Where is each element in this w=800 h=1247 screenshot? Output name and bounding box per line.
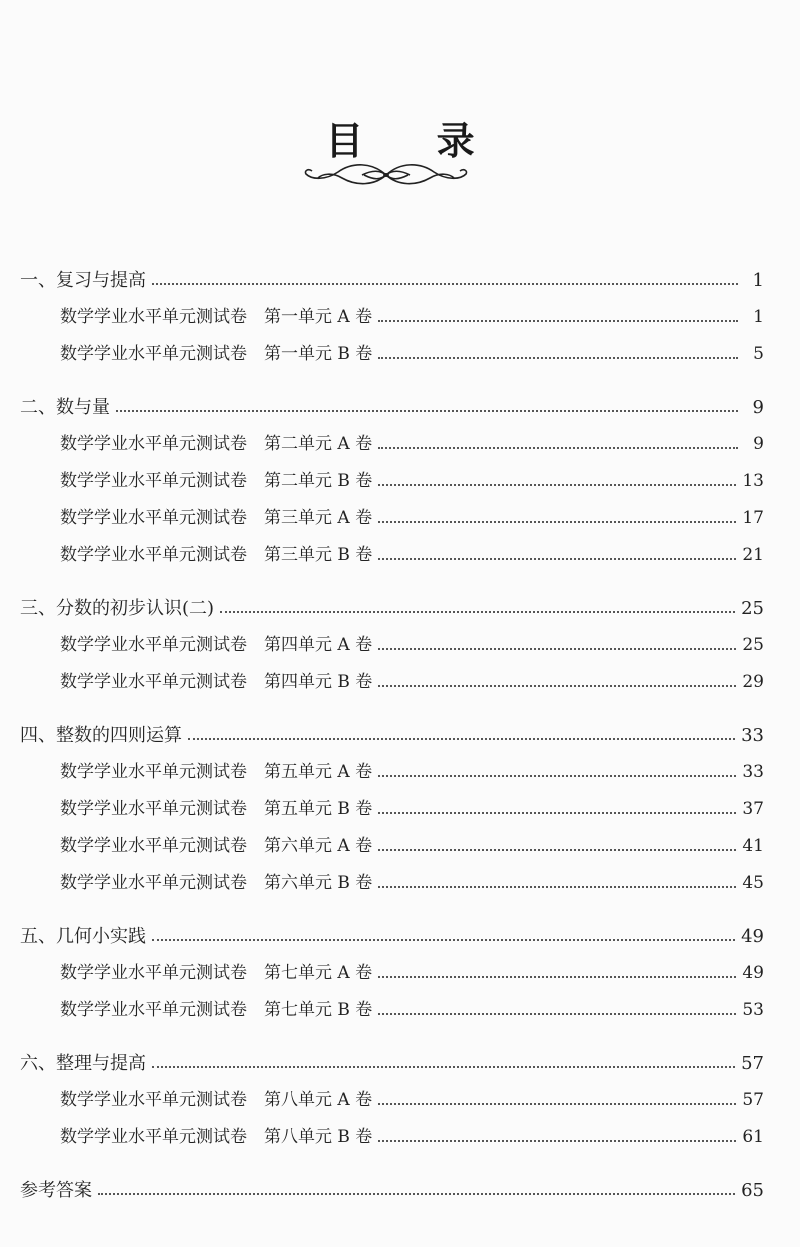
- page-number: 53: [742, 1000, 764, 1020]
- dot-leader: [378, 357, 738, 359]
- toc-chapter-entry[interactable]: [0, 717, 800, 754]
- toc-section: [0, 389, 800, 574]
- page-number: 33: [741, 725, 764, 746]
- toc-chapter-entry[interactable]: [0, 262, 800, 299]
- toc-test-entry[interactable]: [0, 1119, 800, 1156]
- toc-test-entry[interactable]: [0, 627, 800, 664]
- dot-leader: [116, 410, 738, 412]
- entry-title: 数学学业水平单元测试卷 第七单元 B 卷: [60, 1000, 373, 1020]
- toc-section: [0, 590, 800, 701]
- dot-leader: [378, 648, 736, 650]
- entry-title: 数学学业水平单元测试卷 第五单元 B 卷: [60, 799, 373, 819]
- toc-section: [0, 1172, 800, 1209]
- dot-leader: [378, 886, 736, 888]
- toc-chapter-entry[interactable]: [0, 389, 800, 426]
- entry-title: 六、整理与提高: [20, 1053, 146, 1074]
- dot-leader: [378, 976, 736, 978]
- entry-title: 三、分数的初步认识(二): [20, 598, 215, 619]
- toc-test-entry[interactable]: [0, 955, 800, 992]
- dot-leader: [378, 558, 736, 560]
- page-number: 57: [741, 1053, 764, 1074]
- entry-title: 数学学业水平单元测试卷 第二单元 A 卷: [60, 434, 373, 454]
- toc-test-entry[interactable]: [0, 828, 800, 865]
- toc-test-entry[interactable]: [0, 500, 800, 537]
- entry-title: 数学学业水平单元测试卷 第一单元 A 卷: [60, 307, 373, 327]
- toc-chapter-entry[interactable]: [0, 590, 800, 627]
- entry-title: 数学学业水平单元测试卷 第八单元 B 卷: [60, 1127, 373, 1147]
- dot-leader: [152, 283, 738, 285]
- toc-test-entry[interactable]: [0, 865, 800, 902]
- dot-leader: [378, 521, 736, 523]
- dot-leader: [220, 611, 735, 613]
- entry-title: 五、几何小实践: [20, 926, 146, 947]
- entry-title: 四、整数的四则运算: [20, 725, 182, 746]
- toc-chapter-entry[interactable]: [0, 1045, 800, 1082]
- entry-title: 数学学业水平单元测试卷 第二单元 B 卷: [60, 471, 373, 491]
- page-number: 21: [742, 545, 764, 565]
- dot-leader: [378, 812, 736, 814]
- entry-title: 二、数与量: [20, 397, 110, 418]
- toc-test-entry[interactable]: [0, 992, 800, 1029]
- entry-title: 数学学业水平单元测试卷 第七单元 A 卷: [60, 963, 373, 983]
- page-number: 37: [742, 799, 764, 819]
- dot-leader: [378, 1103, 736, 1105]
- dot-leader: [378, 1013, 736, 1015]
- dot-leader: [378, 1140, 736, 1142]
- dot-leader: [378, 320, 738, 322]
- page-number: 25: [742, 635, 764, 655]
- page-number: 1: [753, 307, 764, 327]
- dot-leader: [378, 447, 738, 449]
- entry-title: 数学学业水平单元测试卷 第五单元 A 卷: [60, 762, 373, 782]
- toc-section: [0, 717, 800, 902]
- entry-title: 数学学业水平单元测试卷 第三单元 B 卷: [60, 545, 373, 565]
- entry-title: 数学学业水平单元测试卷 第六单元 B 卷: [60, 873, 373, 893]
- dot-leader: [152, 939, 735, 941]
- toc-chapter-entry[interactable]: [0, 918, 800, 955]
- entry-title: 数学学业水平单元测试卷 第四单元 A 卷: [60, 635, 373, 655]
- dot-leader: [378, 484, 736, 486]
- page-number: 9: [752, 397, 764, 418]
- page-number: 45: [742, 873, 764, 893]
- toc-test-entry[interactable]: [0, 791, 800, 828]
- page-number: 49: [742, 963, 764, 983]
- toc-test-entry[interactable]: [0, 754, 800, 791]
- entry-title: 数学学业水平单元测试卷 第三单元 A 卷: [60, 508, 373, 528]
- page-number: 5: [753, 344, 764, 364]
- page-number: 49: [741, 926, 764, 947]
- toc-section: [0, 1045, 800, 1156]
- toc-test-entry[interactable]: [0, 664, 800, 701]
- toc-test-entry[interactable]: [0, 336, 800, 373]
- entry-title: 数学学业水平单元测试卷 第六单元 A 卷: [60, 836, 373, 856]
- dot-leader: [378, 775, 736, 777]
- page-number: 9: [753, 434, 764, 454]
- table-of-contents: [0, 262, 800, 1225]
- page-number: 65: [741, 1180, 764, 1201]
- toc-section: [0, 918, 800, 1029]
- toc-test-entry[interactable]: [0, 426, 800, 463]
- toc-test-entry[interactable]: [0, 299, 800, 336]
- page-title: 目 录: [325, 118, 505, 163]
- toc-test-entry[interactable]: [0, 463, 800, 500]
- page-number: 57: [742, 1090, 764, 1110]
- page-number: 13: [742, 471, 764, 491]
- page-number: 41: [742, 836, 764, 856]
- page-number: 61: [742, 1127, 764, 1147]
- toc-section: [0, 262, 800, 373]
- page-number: 29: [742, 672, 764, 692]
- dot-leader: [98, 1193, 735, 1195]
- entry-title: 参考答案: [20, 1180, 92, 1201]
- page-number: 1: [752, 270, 764, 291]
- dot-leader: [152, 1066, 735, 1068]
- page-number: 25: [741, 598, 764, 619]
- page-number: 33: [742, 762, 764, 782]
- toc-test-entry[interactable]: [0, 537, 800, 574]
- toc-test-entry[interactable]: [0, 1082, 800, 1119]
- page-number: 17: [742, 508, 764, 528]
- toc-chapter-entry[interactable]: [0, 1172, 800, 1209]
- entry-title: 数学学业水平单元测试卷 第一单元 B 卷: [60, 344, 373, 364]
- dot-leader: [188, 738, 735, 740]
- ornament-divider: [302, 160, 470, 190]
- entry-title: 一、复习与提高: [20, 270, 146, 291]
- dot-leader: [378, 849, 736, 851]
- entry-title: 数学学业水平单元测试卷 第八单元 A 卷: [60, 1090, 373, 1110]
- entry-title: 数学学业水平单元测试卷 第四单元 B 卷: [60, 672, 373, 692]
- dot-leader: [378, 685, 736, 687]
